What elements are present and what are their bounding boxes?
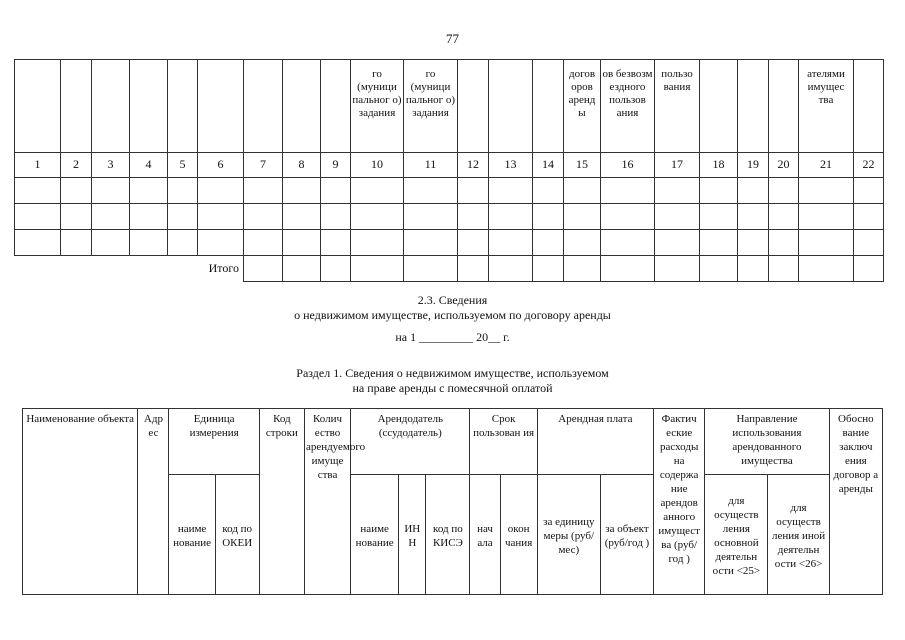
header-unit: Единица измерения [169, 409, 259, 475]
header-rent-per-unit: за единицу меры (руб/мес) [537, 475, 600, 595]
section-subheading: о недвижимом имуществе, используемом по договору аренды [294, 308, 611, 322]
blank-row [15, 178, 884, 204]
header-lessor-name: наиме нование [351, 475, 399, 595]
header-cell-17: пользо вания [655, 60, 700, 153]
col-number: 17 [655, 153, 700, 178]
col-number: 2 [61, 153, 92, 178]
col-number: 21 [799, 153, 854, 178]
header-cell-16: ов безвозм ездного пользов ания [601, 60, 655, 153]
col-number: 7 [244, 153, 283, 178]
col-number: 9 [321, 153, 351, 178]
col-number: 18 [700, 153, 738, 178]
col-number: 5 [168, 153, 198, 178]
col-number: 16 [601, 153, 655, 178]
header-cell-10: го (муници пальног о) задания [351, 60, 404, 153]
header-direction: Направление использования арендованного имущества [705, 409, 829, 475]
page-number: 77 [446, 31, 459, 46]
header-unit-code: код по ОКЕИ [215, 475, 259, 595]
header-address: Адр ес [138, 409, 169, 595]
col-number: 19 [738, 153, 769, 178]
section-heading: 2.3. Сведения [417, 293, 488, 307]
header-unit-name: наиме нование [169, 475, 215, 595]
col-number: 13 [489, 153, 533, 178]
header-rent-per-object: за объект (руб/год ) [600, 475, 653, 595]
blank-row [15, 204, 884, 230]
continuation-table [14, 59, 884, 282]
header-lessor: Арендодатель (ссудодатель) [351, 409, 470, 475]
col-number: 20 [769, 153, 799, 178]
col-number: 12 [458, 153, 489, 178]
col-number: 10 [351, 153, 404, 178]
lease-info-table [22, 408, 883, 595]
header-object-name: Наименование объекта [23, 409, 138, 595]
report-date: на 1 _________ 20__ г. [395, 330, 510, 344]
col-number: 11 [404, 153, 458, 178]
header-term-start: нач ала [470, 475, 500, 595]
header-term: Срок пользован ия [470, 409, 537, 475]
header-cell-15: догов оров аренд ы [564, 60, 601, 153]
header-lessor-code: код по КИСЭ [426, 475, 470, 595]
header-cell-21: ателями имущес тва [799, 60, 854, 153]
col-number: 4 [130, 153, 168, 178]
header-term-end: окон чания [500, 475, 537, 595]
part-heading-line1: Раздел 1. Сведения о недвижимом имуществе, используемом [296, 366, 609, 380]
header-rent: Арендная плата [537, 409, 653, 475]
col-number: 6 [198, 153, 244, 178]
part-heading-line2: на праве аренды с помесячной оплатой [352, 381, 553, 395]
header-quantity: Колич ество арендуемого имуще ства [304, 409, 350, 595]
col-number: 3 [92, 153, 130, 178]
col-number: 15 [564, 153, 601, 178]
table1-header-row [15, 60, 884, 153]
header-justification: Обосно вание заключ ения договор а аренды [829, 409, 882, 595]
header-actual-costs: Фактич еские расходы на содержа ние арендов анного имущест ва (руб/год ) [654, 409, 705, 595]
col-number: 8 [283, 153, 321, 178]
header-cell-11: го (муници пальног о) задания [404, 60, 458, 153]
blank-row [15, 230, 884, 256]
col-number: 1 [15, 153, 61, 178]
header-direction-other: для осуществ ления иной деятельн ости <26> [768, 475, 829, 595]
header-row-code: Код строки [259, 409, 304, 595]
col-number: 14 [533, 153, 564, 178]
col-number: 22 [854, 153, 884, 178]
column-number-row [15, 153, 884, 178]
total-label: Итого [15, 256, 244, 282]
header-lessor-inn: ИН Н [399, 475, 426, 595]
header-direction-main: для осуществ ления основной деятельн ости <25> [705, 475, 768, 595]
total-row [15, 256, 884, 282]
